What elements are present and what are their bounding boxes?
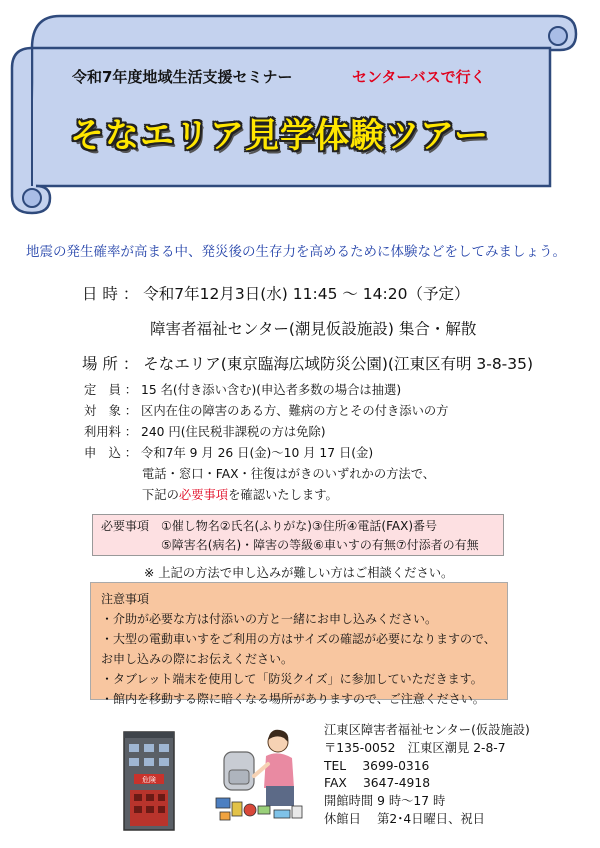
contact-hours: 開館時間 9 時～17 時 (324, 794, 446, 809)
confirm-prefix: 下記の (142, 488, 179, 502)
contact-closed: 休館日 第2･4日曜日、祝日 (324, 811, 485, 826)
place-row (82, 352, 533, 374)
intro-text: 地震の発生確率が高まる中、発災後の生存力を高めるために体験などをしてみましょう。 (26, 244, 566, 260)
note-item: ・館内を移動する際に暗くなる場所がありますので、ご注意ください。 (101, 692, 485, 706)
required-text-2: ⑤障害名(病名)・障害の等級⑥車いすの有無⑦付添者の有無 (161, 538, 479, 552)
datetime-label: 日 時 ： (82, 285, 139, 303)
apply-method: 電話・窓口・FAX・往復はがきのいずれかの方法で、 (142, 467, 436, 481)
fee-row (84, 422, 326, 440)
required-line-1 (101, 517, 495, 536)
required-text-1: ①催し物名②氏名(ふりがな)③住所④電話(FAX)番号 (161, 519, 438, 533)
capacity-row (84, 380, 401, 398)
place-label: 場 所 ： (82, 355, 139, 373)
contact-address: 〒135-0052 江東区潮見 2-8-7 (324, 740, 506, 755)
contact-block (324, 722, 530, 829)
apply-value: 令和7年 9 月 26 日(金)～10 月 17 日(金) (141, 446, 374, 460)
target-label: 対 象 ： (84, 404, 138, 418)
meeting-place: 障害者福祉センター(潮見仮設施設) 集合・解散 (150, 320, 477, 338)
building-sign: 危険 (142, 776, 156, 784)
datetime-row (82, 282, 469, 304)
confirm-line (142, 485, 338, 503)
consult-note: ※ 上記の方法で申し込みが難しい方はご相談ください。 (144, 566, 454, 580)
required-box (92, 514, 504, 556)
contact-fax: FAX 3647-4918 (324, 776, 431, 791)
note-item: ・大型の電動車いすをご利用の方はサイズの確認が必要になりますので、 (101, 632, 496, 646)
note-item: ・タブレット端末を使用して「防災クイズ」に参加していただきます。 (101, 672, 483, 686)
apply-row (84, 443, 373, 461)
building-icon (118, 728, 180, 834)
notes-title: 注意事項 (101, 592, 150, 606)
bus-subtitle: センターバスで行く (352, 68, 486, 86)
required-label: 必要事項 (101, 519, 150, 533)
notes-box (90, 582, 508, 706)
confirm-suffix: を確認いたします。 (228, 488, 338, 502)
target-value: 区内在住の障害のある方、難病の方とその付き添いの方 (141, 404, 449, 418)
seminar-subtitle: 令和7年度地域生活支援セミナー (72, 68, 293, 86)
datetime-value: 令和7年12月3日(水) 11:45 ～ 14:20（予定） (143, 285, 470, 303)
contact-tel: TEL 3699-0316 (324, 758, 430, 773)
capacity-value: 15 名(付き添い含む)(申込者多数の場合は抽選) (141, 383, 402, 397)
place-value: そなエリア(東京臨海広域防災公園)(江東区有明 3-8-35) (143, 355, 534, 373)
target-row (84, 401, 448, 419)
note-item: ・介助が必要な方は付添いの方と一緒にお申し込みください。 (101, 612, 438, 626)
contact-org: 江東区障害者福祉センター(仮設施設) (324, 723, 530, 737)
fee-value: 240 円(住民税非課税の方は免除) (141, 425, 326, 439)
fee-label: 利用料 ： (84, 425, 138, 439)
apply-label: 申 込 ： (84, 446, 138, 460)
confirm-red: 必要事項 (178, 488, 229, 502)
capacity-label: 定 員 ： (84, 383, 138, 397)
note-item: お申し込みの際にお伝えください。 (101, 652, 294, 666)
emergency-supplies-icon (212, 726, 310, 826)
page-title: そなエリア見学体験ツアー (70, 116, 489, 156)
